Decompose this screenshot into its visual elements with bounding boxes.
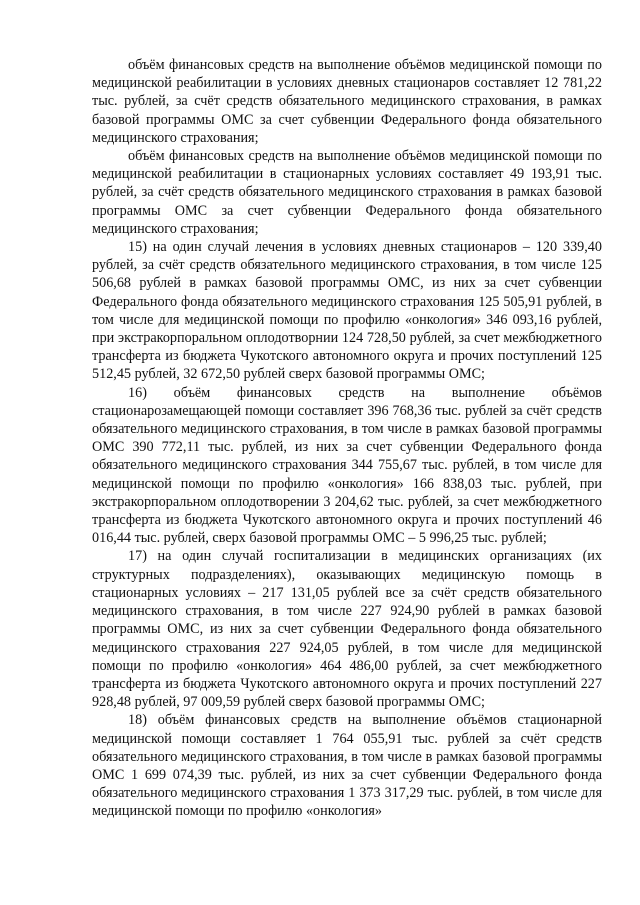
document-body xyxy=(92,56,602,821)
paragraph-item-18: 18) объём финансовых средств на выполнение объёмов стационарной медицинской помощи составляет 1 764 055,91 тыс. рублей за счёт средств обязательного медицинского страхования, в том числе в рамках базовой программы ОМС 1 699 074,39 тыс. рублей, из них за счет субвенции Федерального фонда обязательного медицинского страхования 1 373 317,29 тыс. рублей, в том числе для медицинской помощи по профилю «онкология» xyxy=(92,712,602,820)
paragraph-rehab-day-hospital: объём финансовых средств на выполнение объёмов медицинской помощи по медицинской реабилитации в условиях дневных стационаров составляет 12 781,22 тыс. рублей, за счёт средств обязательного медицинского страхования, в рамках базовой программы ОМС за счет субвенции Федерального фонда обязательного медицинского страхования; xyxy=(92,57,602,146)
paragraph-rehab-inpatient: объём финансовых средств на выполнение объёмов медицинской помощи по медицинской реабилитации в стационарных условиях составляет 49 193,91 тыс. рублей, за счёт средств обязательного медицинского страхования в рамках базовой программы ОМС за счет субвенции Федерального фонда обязательного медицинского страхования; xyxy=(92,148,602,237)
paragraph-item-15: 15) на один случай лечения в условиях дневных стационаров – 120 339,40 рублей, за счёт средств обязательного медицинского страхования, в том числе 125 506,68 рублей в рамках базовой программы ОМС, из них за счет субвенции Федерального фонда обязательного медицинского страхования 125 505,91 рублей, в том числе для медицинской помощи по профилю «онкология» 346 093,16 рублей, при экстракорпоральном оплодотворнии 124 728,50 рублей, за счет межбюджетного трансферта из бюджета Чукотского автономного округа и прочих поступлений 125 512,45 рублей, 32 672,50 рублей сверх базовой программы ОМС; xyxy=(92,239,602,383)
paragraph-item-17: 17) на один случай госпитализации в медицинских организациях (их структурных подразделениях), оказывающих медицинскую помощь в стационарных условиях – 217 131,05 рублей все за счёт средств обязательного медицинского страхования, в том числе 227 924,90 рублей в рамках базовой программы ОМС, из них за счет субвенции Федерального фонда обязательного медицинского страхования 227 924,05 рублей, в том числе для медицинской помощи по профилю «онкология» 464 486,00 рублей, за счет межбюджетного трансферта из бюджета Чукотского автономного округа и прочих поступлений 227 928,48 рублей, 97 009,59 рублей сверх базовой программы ОМС; xyxy=(92,548,602,711)
paragraph-item-16: 16) объём финансовых средств на выполнение объёмов стационарозамещающей помощи составляет 396 768,36 тыс. рублей за счёт средств обязательного медицинского страхования, в том числе в рамках базовой программы ОМС 390 772,11 тыс. рублей, из них за счет субвенции Федерального фонда обязательного медицинского страхования 344 755,67 тыс. рублей, в том числе для медицинской помощи по профилю «онкология» 166 838,03 тыс. рублей, при экстракорпоральном оплодотворении 3 204,62 тыс. рублей, за счет межбюджетного трансферта из бюджета Чукотского автономного округа и прочих поступлений 46 016,44 тыс. рублей, сверх базовой программы ОМС – 5 996,25 тыс. рублей; xyxy=(92,384,602,547)
